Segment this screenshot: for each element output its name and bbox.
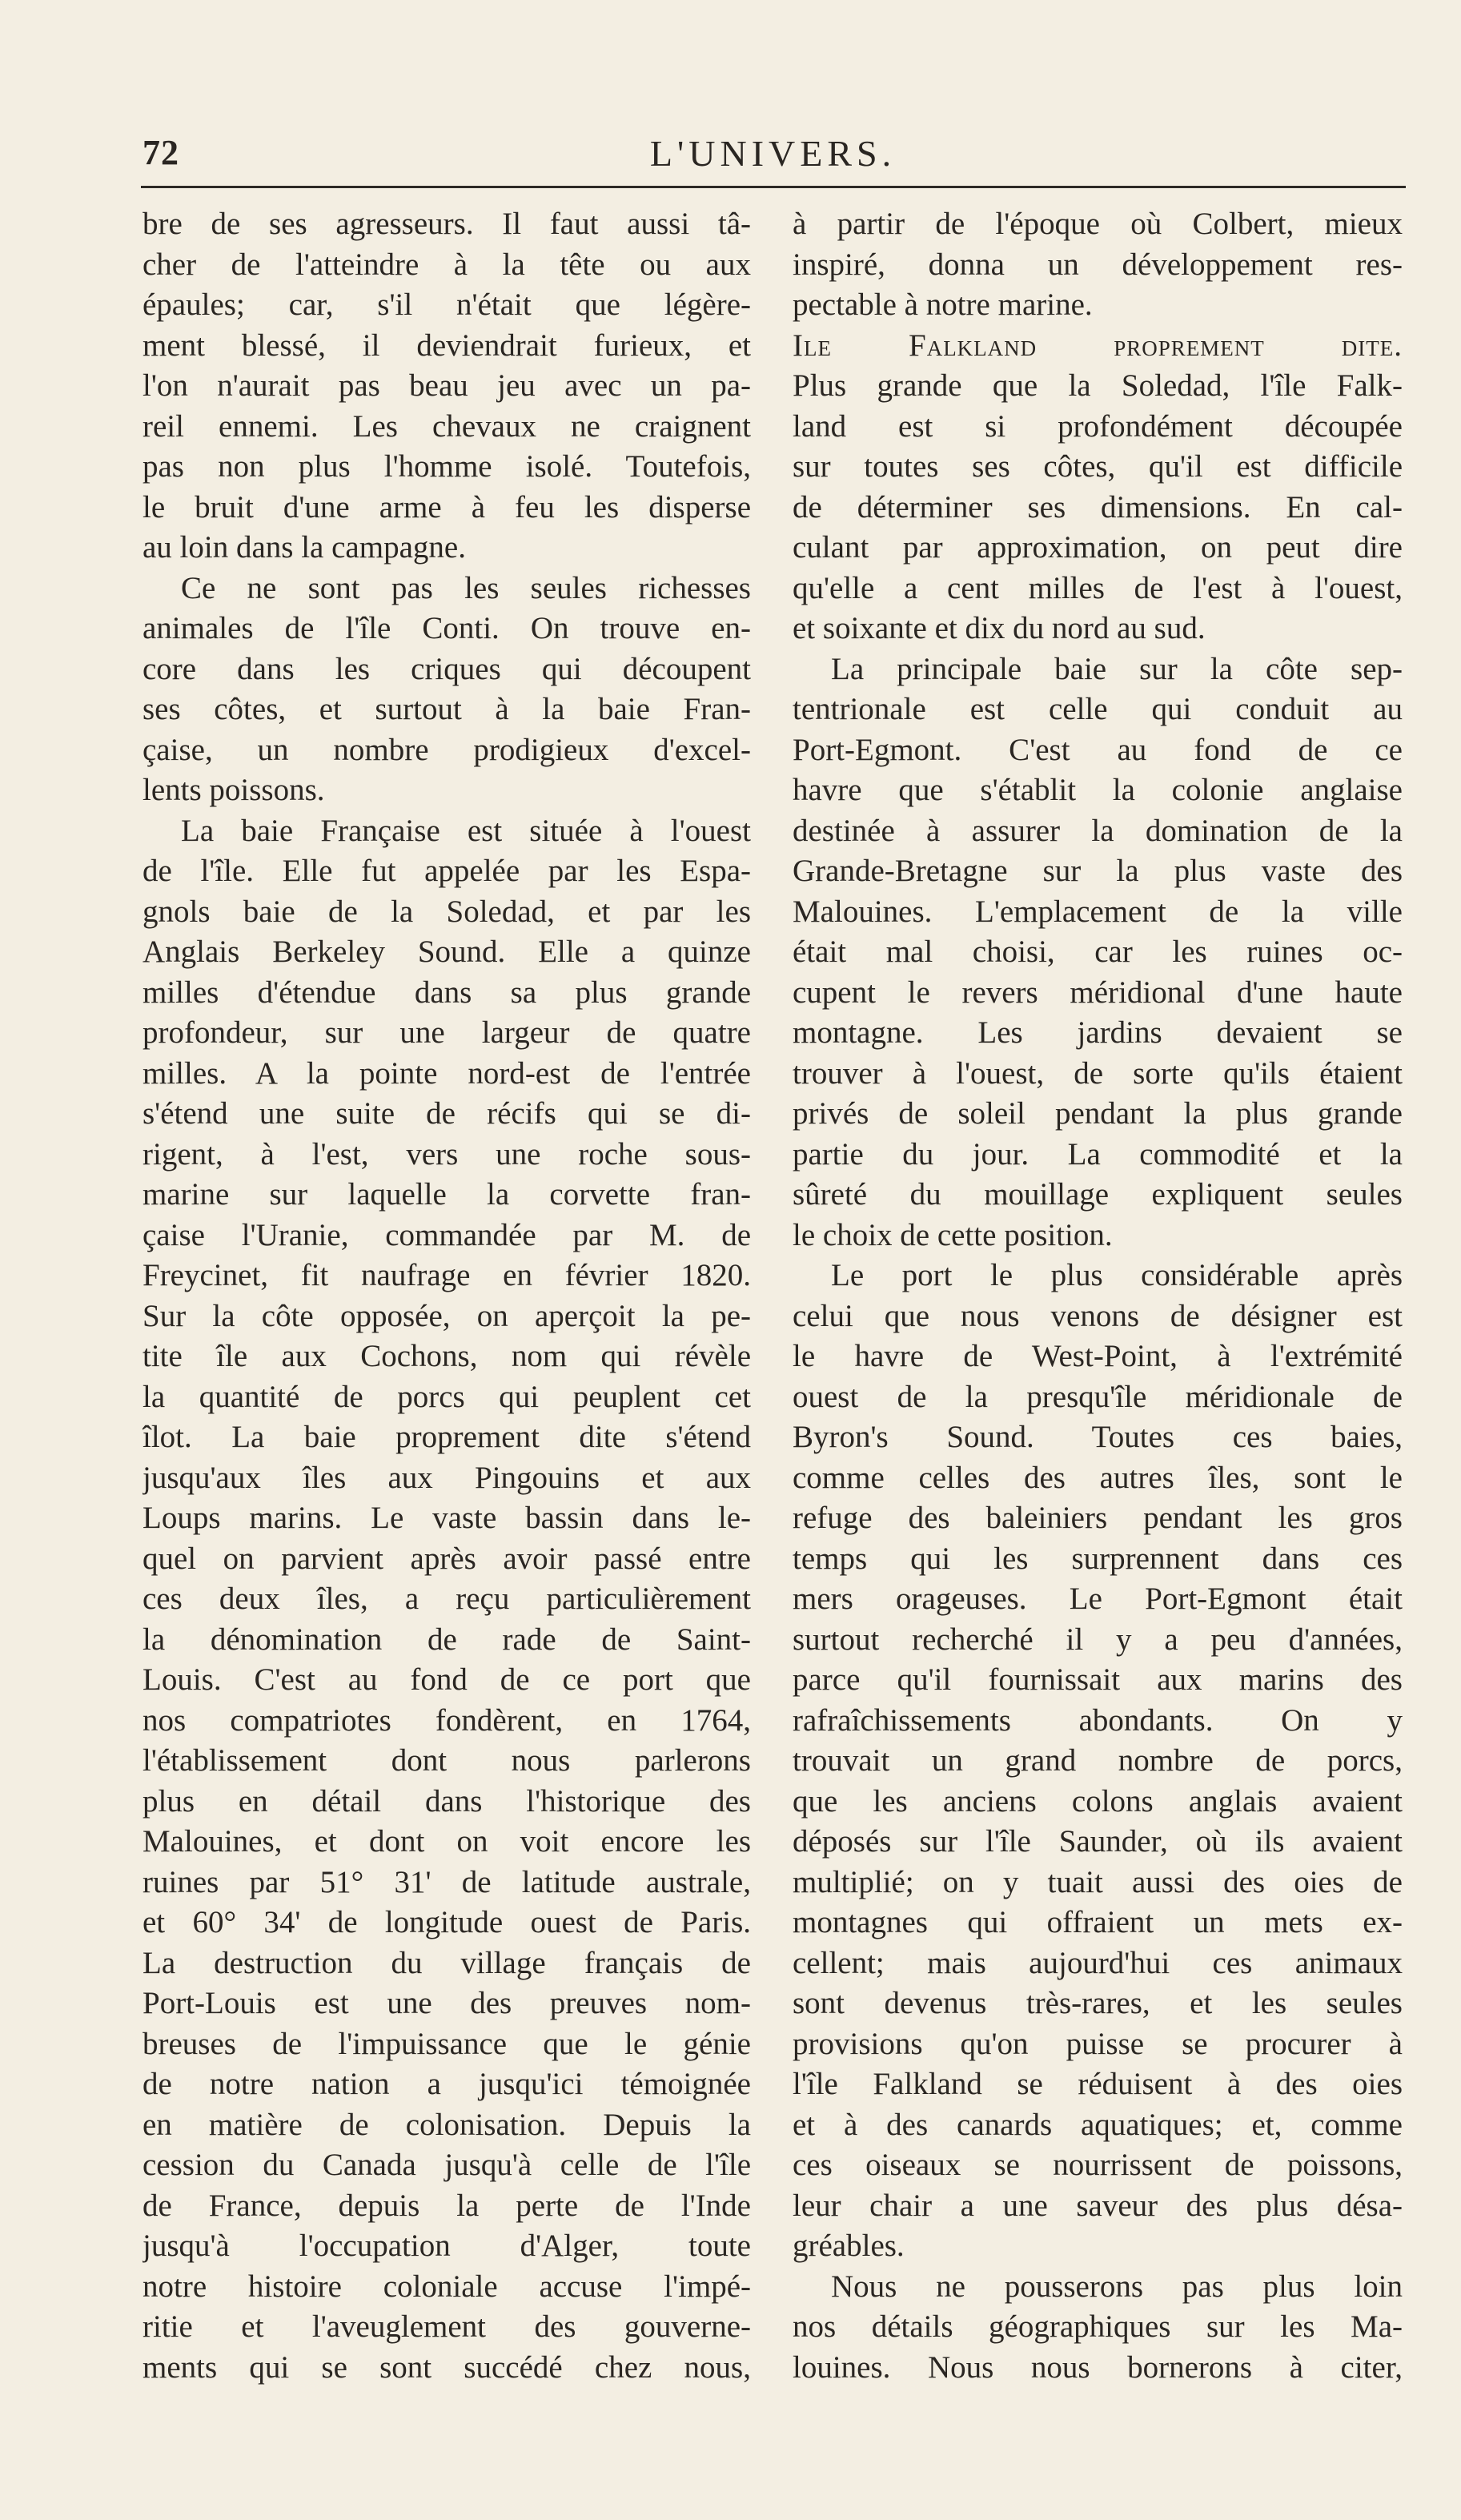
text-line: le havre de West-Point, à l'extrémité: [793, 1339, 1403, 1373]
text-line: comme celles des autres îles, sont le: [793, 1460, 1403, 1495]
text-line: bre de ses agresseurs. Il faut aussi tâ-: [142, 207, 751, 241]
text-line: Le port le plus considérable après: [831, 1258, 1403, 1292]
text-line: Byron's Sound. Toutes ces baies,: [793, 1420, 1403, 1454]
text-line: Plus grande que la Soledad, l'île Falk-: [793, 368, 1403, 403]
text-line: ment blessé, il deviendrait furieux, et: [142, 328, 751, 363]
text-line: Ile Falkland proprement dite.: [793, 328, 1403, 363]
text-line: épaules; car, s'il n'était que légère-: [142, 287, 751, 322]
text-line: gnols baie de la Soledad, et par les: [142, 894, 751, 929]
text-line: breuses de l'impuissance que le génie: [142, 2026, 751, 2061]
text-line: reil ennemi. Les chevaux ne craignent: [142, 408, 751, 444]
text-line: était mal choisi, car les ruines oc-: [793, 934, 1403, 969]
text-line: trouvait un grand nombre de porcs,: [793, 1743, 1403, 1778]
text-line: Louis. C'est au fond de ce port que: [142, 1662, 751, 1697]
text-line: Sur la côte opposée, on aperçoit la pe-: [142, 1298, 751, 1333]
text-line: çaise l'Uranie, commandée par M. de: [142, 1217, 751, 1252]
text-line: ces oiseaux se nourrissent de poissons,: [793, 2148, 1403, 2182]
text-line: de France, depuis la perte de l'Inde: [142, 2188, 751, 2223]
text-line: land est si profondément découpée: [793, 408, 1403, 444]
text-line: l'on n'aurait pas beau jeu avec un pa-: [142, 368, 751, 403]
text-line: nos compatriotes fondèrent, en 1764,: [142, 1702, 751, 1738]
text-line: ritie et l'aveuglement des gouverne-: [142, 2309, 751, 2344]
text-line: au loin dans la campagne.: [142, 530, 466, 565]
text-line: inspiré, donna un développement res-: [793, 247, 1403, 282]
text-line: tentrionale est celle qui conduit au: [793, 692, 1403, 726]
text-line: partie du jour. La commodité et la: [793, 1136, 1403, 1172]
text-line: sont devenus très-rares, et les seules: [793, 1986, 1403, 2020]
text-line: déposés sur l'île Saunder, où ils avaient: [793, 1824, 1403, 1859]
text-line: louines. Nous nous bornerons à citer,: [793, 2349, 1403, 2385]
running-title: L'UNIVERS.: [649, 133, 897, 174]
text-line: surtout recherché il y a peu d'années,: [793, 1622, 1403, 1657]
text-line: que les anciens colons anglais avaient: [793, 1783, 1403, 1819]
text-line: Loups marins. Le vaste bassin dans le-: [142, 1501, 751, 1535]
text-line: le choix de cette position.: [793, 1217, 1113, 1252]
text-line: et soixante et dix du nord au sud.: [793, 611, 1206, 645]
text-line: rafraîchissements abondants. On y: [793, 1702, 1403, 1738]
text-line: ruines par 51° 31' de latitude australe,: [142, 1864, 751, 1899]
text-line: plus en détail dans l'historique des: [142, 1783, 751, 1819]
text-line: îlot. La baie proprement dite s'étend: [142, 1420, 751, 1454]
text-line: La destruction du village français de: [142, 1945, 751, 1980]
text-line: marine sur laquelle la corvette fran-: [142, 1177, 751, 1212]
text-line: temps qui les surprennent dans ces: [793, 1541, 1403, 1576]
text-line: Malouines, et dont on voit encore les: [142, 1824, 751, 1859]
text-line: à partir de l'époque où Colbert, mieux: [793, 207, 1403, 241]
text-line: et 60° 34' de longitude ouest de Paris.: [142, 1905, 751, 1939]
text-line: La baie Française est située à l'ouest: [181, 813, 751, 848]
text-line: nos détails géographiques sur les Ma-: [793, 2309, 1403, 2344]
text-line: de notre nation a jusqu'ici témoignée: [142, 2067, 751, 2101]
text-line: Anglais Berkeley Sound. Elle a quinze: [142, 934, 751, 969]
text-line: jusqu'aux îles aux Pingouins et aux: [142, 1460, 751, 1495]
left-text-column: [142, 204, 751, 2388]
text-line: cession du Canada jusqu'à celle de l'île: [142, 2148, 751, 2182]
text-line: mers orageuses. Le Port-Egmont était: [793, 1582, 1403, 1616]
text-line: trouver à l'ouest, de sorte qu'ils étaient: [793, 1055, 1403, 1091]
text-line: çaise, un nombre prodigieux d'excel-: [142, 732, 751, 767]
text-line: cupent le revers méridional d'une haute: [793, 975, 1403, 1010]
text-line: ces deux îles, a reçu particulièrement: [142, 1582, 751, 1616]
text-line: de déterminer ses dimensions. En cal-: [793, 489, 1403, 524]
text-line: la dénomination de rade de Saint-: [142, 1622, 751, 1657]
text-line: la quantité de porcs qui peuplent cet: [142, 1379, 751, 1414]
text-line: culant par approximation, on peut dire: [793, 530, 1403, 565]
text-line: destinée à assurer la domination de la: [793, 813, 1403, 848]
text-line: ouest de la presqu'île méridionale de: [793, 1379, 1403, 1414]
text-line: multiplié; on y tuait aussi des oies de: [793, 1864, 1403, 1899]
text-line: montagne. Les jardins devaient se: [793, 1015, 1403, 1050]
text-line: l'île Falkland se réduisent à des oies: [793, 2067, 1403, 2101]
text-line: parce qu'il fournissait aux marins des: [793, 1662, 1403, 1697]
text-line: l'établissement dont nous parlerons: [142, 1743, 751, 1778]
text-line: core dans les criques qui découpent: [142, 651, 751, 686]
text-line: pas non plus l'homme isolé. Toutefois,: [142, 449, 751, 484]
text-line: qu'elle a cent milles de l'est à l'ouest,: [793, 570, 1403, 605]
text-line: provisions qu'on puisse se procurer à: [793, 2026, 1403, 2061]
text-line: lents poissons.: [142, 773, 325, 807]
text-line: profondeur, sur une largeur de quatre: [142, 1015, 751, 1050]
text-line: refuge des baleiniers pendant les gros: [793, 1501, 1403, 1535]
text-line: Malouines. L'emplacement de la ville: [793, 894, 1403, 929]
text-line: de l'île. Elle fut appelée par les Espa-: [142, 854, 751, 888]
text-line: Freycinet, fit naufrage en février 1820.: [142, 1258, 751, 1292]
text-line: leur chair a une saveur des plus désa-: [793, 2188, 1403, 2223]
text-line: rigent, à l'est, vers une roche sous-: [142, 1136, 751, 1172]
running-head: [142, 132, 1403, 180]
text-line: privés de soleil pendant la plus grande: [793, 1096, 1403, 1131]
text-line: Port-Egmont. C'est au fond de ce: [793, 732, 1403, 767]
text-line: notre histoire coloniale accuse l'impé-: [142, 2269, 751, 2304]
right-text-column: [793, 204, 1403, 2388]
text-line: cellent; mais aujourd'hui ces animaux: [793, 1945, 1403, 1980]
header-rule: [141, 186, 1406, 188]
text-line: ses côtes, et surtout à la baie Fran-: [142, 692, 751, 726]
text-line: sûreté du mouillage expliquent seules: [793, 1177, 1403, 1212]
text-line: ments qui se sont succédé chez nous,: [142, 2349, 751, 2385]
text-line: tite île aux Cochons, nom qui révèle: [142, 1339, 751, 1373]
text-line: et à des canards aquatiques; et, comme: [793, 2107, 1403, 2142]
text-line: montagnes qui offraient un mets ex-: [793, 1905, 1403, 1939]
text-line: havre que s'établit la colonie anglaise: [793, 773, 1403, 807]
text-line: La principale baie sur la côte sep-: [831, 651, 1403, 686]
text-line: animales de l'île Conti. On trouve en-: [142, 611, 751, 645]
page-number: 72: [142, 133, 179, 172]
text-line: milles. A la pointe nord-est de l'entrée: [142, 1055, 751, 1091]
text-line: en matière de colonisation. Depuis la: [142, 2107, 751, 2142]
text-line: gréables.: [793, 2229, 905, 2263]
text-line: Nous ne pousserons pas plus loin: [831, 2269, 1403, 2304]
text-line: le bruit d'une arme à feu les disperse: [142, 489, 751, 524]
text-line: celui que nous venons de désigner est: [793, 1298, 1403, 1333]
text-line: jusqu'à l'occupation d'Alger, toute: [142, 2229, 751, 2263]
text-line: sur toutes ses côtes, qu'il est difficile: [793, 449, 1403, 484]
text-line: Ce ne sont pas les seules richesses: [181, 570, 751, 605]
text-line: cher de l'atteindre à la tête ou aux: [142, 247, 751, 282]
text-line: Grande-Bretagne sur la plus vaste des: [793, 854, 1403, 888]
text-line: Port-Louis est une des preuves nom-: [142, 1986, 751, 2020]
text-line: milles d'étendue dans sa plus grande: [142, 975, 751, 1010]
text-line: s'étend une suite de récifs qui se di-: [142, 1096, 751, 1131]
text-line: pectable à notre marine.: [793, 287, 1093, 322]
text-line: quel on parvient après avoir passé entre: [142, 1541, 751, 1576]
